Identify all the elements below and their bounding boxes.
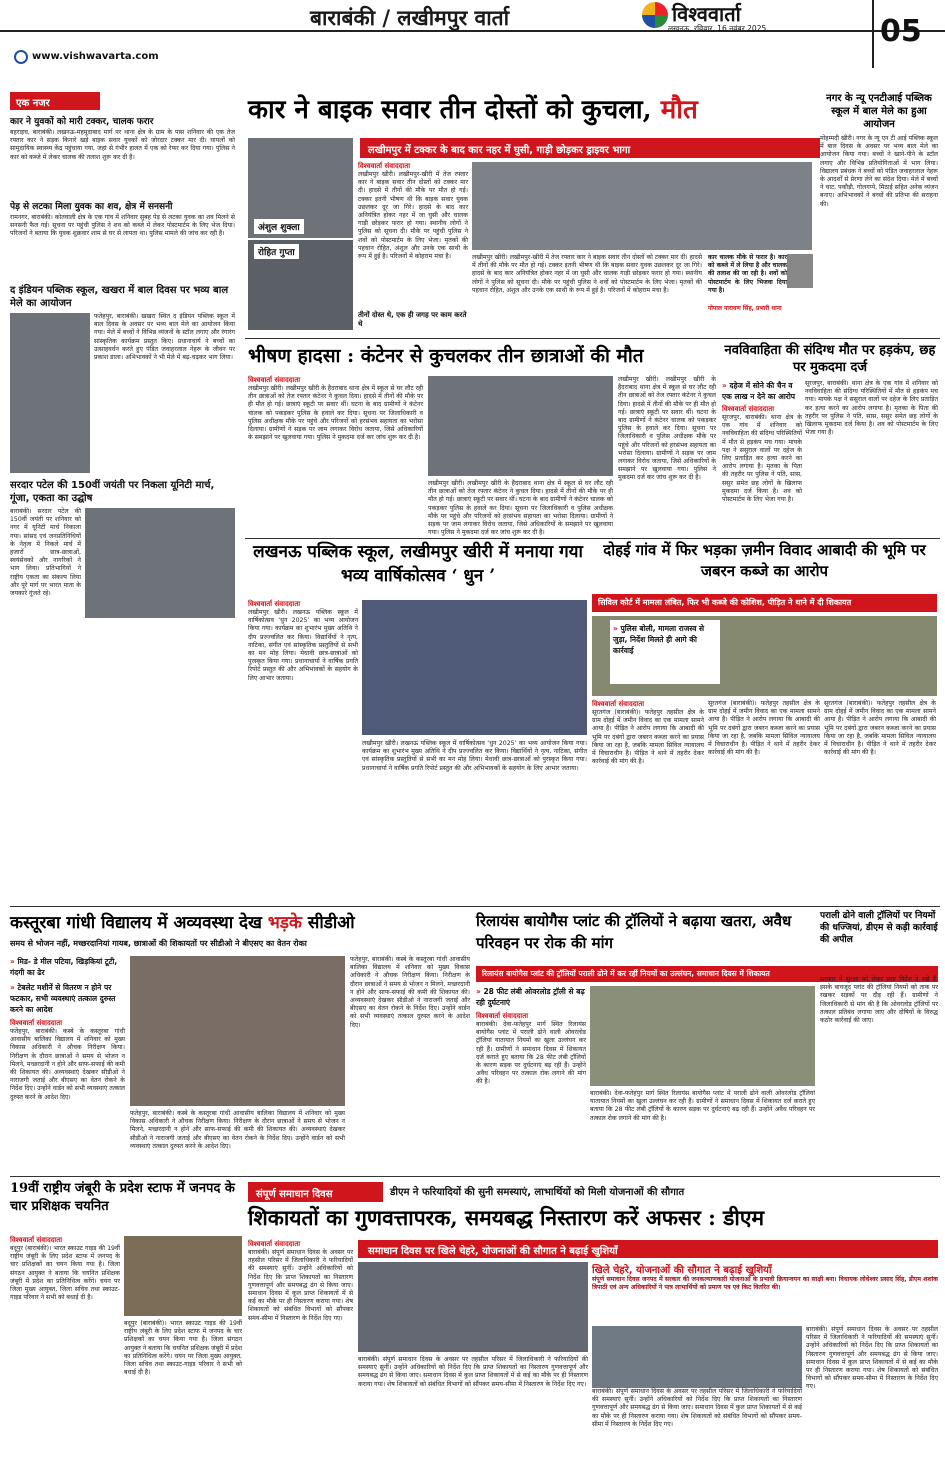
story-body: बाराबंकी। संपूर्ण समाधान दिवस के अवसर पर तहसील परिसर में जिलाधिकारी ने फरियादियों की समस्याएं सुनीं। उन्होंने अधिकारियों को निर्देश दिए कि प्राप्त शिकायतों का निस्तारण गुणवत्तापूर्ण और समयबद्ध ढंग से किया जाए। समाधान दिवस में कुल प्राप्त शिकायतों में से कई का मौके पर ही निस्तारण कराया गया। शेष शिकायतों को संबंधित विभागों को सौंपकर समय-सीमा में निस्तारण के निर्देश दिए गए। — [248, 1249, 353, 1322]
quote-text: कार चालक मौके से फरार है। कार को कब्जे में ले लिया है और चालक की तलाश की जा रही है। शवों को पोस्टमार्टम के लिए भिजवा दिया गया है। — [708, 254, 787, 294]
nta-headline: नगर के न्यू एनटीआई पब्लिक स्कूल में बाल मेले का हुआ आयोजन — [826, 93, 932, 130]
byline: विश्ववार्ता संवाददाता — [722, 405, 775, 413]
story-body-continued: लखीमपुर खीरी। लखीमपुर खीरी के हैदराबाद थाना क्षेत्र में स्कूल से घर लौट रही तीन छात्राओं को तेज रफ्तार कंटेनर ने कुचल दिया। हादसे में तीनों की मौके पर ही मौत हो गई। छात्राएं स्कूटी पर सवार थीं। घटना के बाद ग्रामीणों ने कंटेनर चालक को पकड़कर पुलिस के हवाले कर दिया। सूचना पर जिलाधिकारी व पुलिस अधीक्षक मौके पर पहुंचे और परिजनों को हरसंभव सहायता का भरोसा दिलाया। ग्रामीणों ने सड़क पर जाम लगाकर विरोध जताया, जिसे अधिकारियों के समझाने पर खुलवाया गया। पुलिस ने मुकदमा दर्ज कर जांच शुरू कर दी है। — [618, 376, 716, 482]
victim-photo-2 — [248, 240, 353, 330]
bride-bullet: » दहेज में सोने की चैन व एक लाख न देने का आरोप — [722, 381, 796, 401]
ek-nazar-column — [10, 92, 235, 912]
divider — [10, 1176, 940, 1177]
item-headline: कार ने युवकों को मारी टक्कर, चालक फरार — [10, 117, 154, 127]
dohai-headline: दोहई गांव में फिर भड़का ज़मीन विवाद आबादी की भूमि पर जबरन कब्जे का आरोप — [603, 541, 926, 580]
story-body-continued: बाराबंकी। संपूर्ण समाधान दिवस के अवसर पर तहसील परिसर में जिलाधिकारी ने फरियादियों की समस्याएं सुनीं। उन्होंने अधिकारियों को निर्देश दिए कि प्राप्त शिकायतों का निस्तारण गुणवत्तापूर्ण और समयबद्ध ढंग से किया जाए। समाधान दिवस में कुल प्राप्त शिकायतों में से कई का मौके पर ही निस्तारण कराया गया। शेष शिकायतों को संबंधित विभागों को सौंपकर समय-सीमा में निस्तारण के निर्देश दिए गए। — [358, 1356, 588, 1388]
photo-name-label: अंशुल शुक्ला — [254, 219, 304, 234]
main-strap: लखीमपुर में टक्कर के बाद कार नहर में घुसी, गाड़ी छोड़कर ड्राइवर भागा — [360, 138, 820, 158]
page-header — [0, 0, 945, 80]
kasturba-bullet: » मिड- डे मील पटिया, खिड़कियां टूटी, गंदगी का ढेर — [10, 957, 118, 977]
nta-body: मोहम्मदी खीरी। नगर के न्यू एन टी आई पब्लिक स्कूल में बाल दिवस के अवसर पर भव्य बाल मेले का आयोजन किया गया। बच्चों ने खाने-पीने के स्टॉल लगाए और विभिन्न प्रतियोगिताओं में भाग लिया। विद्यालय प्रबंधक ने बच्चों को पंडित जवाहरलाल नेहरू के आदर्शों से प्रेरणा लेने का संदेश दिया। मेले में बच्चों ने चाट, पकौड़ी, गोलगप्पे, मिठाई सहित अनेक व्यंजन बनाए। अभिभावकों ने बच्चों की प्रतिभा की सराहना की। — [820, 135, 938, 208]
samadhan-headline: शिकायतों का गुणवत्तापरक, समयबद्ध निस्तारण करें अफसर : डीएम — [248, 1205, 764, 1230]
bride-story — [722, 342, 938, 534]
brand-logo-icon — [642, 2, 668, 28]
story-body-continued: लखीमपुर खीरी। लखीमपुर-खीरी में तेज रफ्तार कार ने बाइक सवार तीन दोस्तों को टक्कर मार दी। हादसे में तीनों की मौके पर मौत हो गई। टक्कर इतनी भीषण थी कि बाइक सवार युवक उछलकर दूर जा गिरे। हादसे के बाद कार अनियंत्रित होकर नहर में जा घुसी और चालक गाड़ी छोड़कर फरार हो गया। स्थानीय लोगों ने पुलिस को सूचना दी। मौके पर पहुंची पुलिस ने शवों को पोस्टमार्टम के लिए भेजा। मृतकों की पहचान रोहित, अंशुल और उनके एक साथी के रूप में हुई है। परिजनों में कोहराम मचा है। — [472, 254, 702, 294]
byline: विश्ववार्ता संवाददाता — [248, 376, 301, 384]
jamboree-text — [10, 1236, 120, 1456]
story-body: सूरतगंज (बाराबंकी)। फतेहपुर तहसील क्षेत्र के ग्राम दोहई में जमीन विवाद का एक मामला सामने आया है। पीड़ित ने आरोप लगाया कि आबादी की भूमि पर दबंगों द्वारा जबरन कब्जा करने का प्रयास किया जा रहा है, जबकि मामला सिविल न्यायालय में विचाराधीन है। पीड़ित ने थाने में तहरीर देकर कार्रवाई की मांग की है। — [592, 709, 704, 766]
kasturba-bullet: » टेबलेट मशीनें से वितरण न होने पर फटकार, सभी व्यवस्थाएं तत्काल दुरुस्त करने का आदेश — [10, 983, 116, 1014]
divider — [245, 338, 940, 339]
byline: विश्ववार्ता संवाददाता — [248, 600, 301, 608]
bullet-text: मिड- डे मील पटिया, खिड़कियां टूटी, गंदगी का ढेर — [10, 957, 118, 977]
brand-name: विश्ववार्ता — [672, 2, 741, 26]
story-body: सूरजपुर, बाराबंकी। थाना क्षेत्र के एक गांव में शनिवार को नवविवाहिता की संदिग्ध परिस्थितियों में मौत से हड़कंप मच गया। मायके पक्ष ने ससुराल वालों पर दहेज के लिए प्रताड़ित कर हत्या करने का आरोप लगाया है। मृतका के पिता की तहरीर पर पुलिस ने पति, सास, ससुर समेत छह लोगों के खिलाफ मुकदमा दर्ज किया है। शव को पोस्टमार्टम के लिए भेजा गया है। — [722, 414, 802, 504]
bride-headline: नवविवाहिता की संदिग्ध मौत पर हड़कंप, छह पर मुकदमा दर्ज — [724, 343, 936, 375]
item-body: रामनगर, बाराबंकी। कोतवाली क्षेत्र के एक गांव में शनिवार सुबह पेड़ से लटका युवक का शव मिलने से सनसनी फैल गई। सूचना पर पहुंची पुलिस ने शव को कब्जे में लेकर पोस्टमार्टम के लिए भेज दिया। परिजनों ने बताया कि युवक शुक्रवार शाम से घर से लापता था। पुलिस मामले की जांच कर रही है। — [10, 214, 235, 238]
dohai-bullet-box — [610, 620, 720, 684]
jamboree-headline: 19वीं राष्ट्रीय जंबूरी के प्रदेश स्टाफ में जनपद के चार प्रशिक्षक चयनित — [10, 1181, 235, 1214]
story-body-continued: बदूपुर (बाराबंकी)। भारत स्काउट गाइड की 19वीं राष्ट्रीय जंबूरी के लिए प्रदेश स्टाफ में जनपद के चार प्रशिक्षकों का चयन किया गया है। जिला संगठन आयुक्त ने बताया कि चयनित प्रशिक्षक जंबूरी में प्रदेश का प्रतिनिधित्व करेंगे। चयन पर जिला मुख्य आयुक्त, जिला सचिव तथा स्काउट-गाइड परिवार ने सभी को बधाई दी है। — [124, 1320, 242, 1377]
story-body-continued: बाराबंकी। संपूर्ण समाधान दिवस के अवसर पर तहसील परिसर में जिलाधिकारी ने फरियादियों की समस्याएं सुनीं। उन्होंने अधिकारियों को निर्देश दिए कि प्राप्त शिकायतों का निस्तारण गुणवत्तापूर्ण और समयबद्ध ढंग से किया जाए। समाधान दिवस में कुल प्राप्त शिकायतों में से कई का मौके पर ही निस्तारण कराया गया। शेष शिकायतों को संबंधित विभागों को सौंपकर समय-सीमा में निस्तारण के निर्देश दिए गए। — [592, 1388, 802, 1428]
reliance-bullet: » 28 फीट लंबी ओवरलोड ट्रॉली से बढ़ रही दुर्घटनाएं — [476, 987, 585, 1007]
main-headline-emphasis: मौत — [660, 95, 698, 125]
container-story-text — [248, 376, 423, 531]
samadhan-left — [248, 1240, 353, 1456]
byline: विश्ववार्ता संवाददाता — [248, 1240, 301, 1248]
item-body: बहराइच, बाराबंकी। लखनऊ-महमूदाबाद मार्ग पर थाना क्षेत्र के ग्राम के पास शनिवार की एक तेज रफ्तार कार ने सड़क किनारे खड़े बाइक सवार युवकों को जोरदार टक्कर मार दी। घायलों को सामुदायिक स्वास्थ्य केंद्र पहुंचाया गया, जहां से गंभीर हालत में एक को रेफर कर दिया गया। पुलिस ने कार को कब्जे में लेकर चालक की तलाश शुरू कर दी है। — [10, 129, 235, 161]
divider — [245, 538, 940, 539]
main-headline-text: कार ने बाइक सवार तीन दोस्तों को कुचला, — [248, 95, 652, 125]
story-body: लखीमपुर खीरी। लखीमपुर खीरी के हैदराबाद थाना क्षेत्र में स्कूल से घर लौट रही तीन छात्राओं को तेज रफ्तार कंटेनर ने कुचल दिया। हादसे में तीनों की मौके पर ही मौत हो गई। छात्राएं स्कूटी पर सवार थीं। घटना के बाद ग्रामीणों ने कंटेनर चालक को पकड़कर पुलिस के हवाले कर दिया। सूचना पर जिलाधिकारी व पुलिस अधीक्षक मौके पर पहुंचे और परिजनों को हरसंभव सहायता का भरोसा दिलाया। ग्रामीणों ने सड़क पर जाम लगाकर विरोध जताया, जिसे अधिकारियों के समझाने पर खुलवाया गया। पुलिस ने मुकदमा दर्ज कर जांच शुरू कर दी है। — [248, 385, 423, 442]
box-title: खिले चेहरे, योजनाओं की सौगात ने बढ़ाई खुशियाँ — [592, 1265, 772, 1276]
main-story-text — [358, 162, 468, 332]
lps-event-photo — [362, 600, 587, 735]
samadhan-photo — [358, 1262, 588, 1352]
section-title: बाराबंकी / लखीमपुर वार्ता — [310, 5, 510, 30]
samadhan-kicker: डीएम ने फरियादियों की सुनी समस्याएं, लाभार्थियों को मिली योजनाओं की सौगात — [390, 1187, 685, 1198]
story-body-continued: सूरजपुर, बाराबंकी। थाना क्षेत्र के एक गांव में शनिवार को नवविवाहिता की संदिग्ध परिस्थितियों में मौत से हड़कंप मच गया। मायके पक्ष ने ससुराल वालों पर दहेज के लिए प्रताड़ित कर हत्या करने का आरोप लगाया है। मृतका के पिता की तहरीर पर पुलिस ने पति, सास, ससुर समेत छह लोगों के खिलाफ मुकदमा दर्ज किया है। शव को पोस्टमार्टम के लिए भेजा गया है। — [805, 380, 938, 437]
story-body: बाराबंकी। देवा-फतेहपुर मार्ग स्थित रिलायंस बायोगैस प्लांट में पराली ढोने वाली ओवरलोड ट्रॉलियां यातायात नियमों का खुला उल्लंघन कर रही हैं। ग्रामीणों ने समाधान दिवस में शिकायत दर्ज कराते हुए बताया कि 28 फीट लंबी ट्रॉलियों के कारण सड़क पर दुर्घटनाएं बढ़ रही हैं। उन्होंने अवैध परिवहन पर तत्काल रोक लगाने की मांग की है। — [476, 1021, 586, 1086]
story-body-continued: लखीमपुर खीरी। लखनऊ पब्लिक स्कूल में वार्षिकोत्सव ‘धुन 2025’ का भव्य आयोजन किया गया। कार्यक्रम का शुभारंभ मुख्य अतिथि ने दीप प्रज्ज्वलित कर किया। विद्यार्थियों ने नृत्य, नाटिका, संगीत एवं सांस्कृतिक प्रस्तुतियों से सभी का मन मोह लिया। मेधावी छात्र-छात्राओं को पुरस्कृत किया गया। प्रधानाचार्या ने वार्षिक प्रगति रिपोर्ट प्रस्तुत की और अभिभावकों के सहयोग के लिए आभार जताया। — [362, 740, 587, 772]
dohai-strap: सिविल कोर्ट में मामला लंबित, फिर भी कब्जे की कोशिश, पीड़ित ने थाने में दी शिकायत — [592, 594, 937, 612]
headline-text: सीडीओ — [307, 913, 355, 933]
reliance-strap: रिलायंस बायोगैस प्लांट की ट्रॉलियों पराली ढोने में कर रहीं नियमों का उल्लंघन, समाधान दिवस में शिकायत — [476, 966, 938, 982]
kasturba-photo — [130, 956, 345, 1106]
website-url[interactable]: www.vishwavarta.com — [32, 51, 159, 62]
byline: विश्ववार्ता संवाददाता — [592, 700, 645, 708]
story-body-continued: फतेहपुर, बाराबंकी। कस्बे के कस्तूरबा गांधी आवासीय बालिका विद्यालय में शनिवार को मुख्य विकास अधिकारी ने औचक निरीक्षण किया। निरीक्षण के दौरान छात्राओं ने समय से भोजन न मिलने, मच्छरदानी न होने और साफ-सफाई की कमी की शिकायत की। अव्यवस्थाएं देखकर सीडीओ ने नाराजगी जताई और बीएसए का वेतन रोकने के निर्देश दिए। उन्होंने वार्डन को सभी व्यवस्थाएं तत्काल दुरुस्त करने के आदेश दिए। — [130, 1110, 345, 1150]
photo-name-label: रोहित गुप्ता — [254, 244, 299, 259]
bal-mela-photo — [10, 313, 90, 473]
page-number: 05 — [880, 14, 922, 49]
ek-nazar-label: एक नजर — [10, 92, 100, 110]
box-body: संपूर्ण समाधान दिवस जनपद में सरकार की जनकल्याणकारी योजनाओं के प्रभावी क्रियान्वयन का साक्षी बना। विधायक लोधेश्वर प्रसाद सिंह, डीएम शशांक त्रिपाठी एवं अन्य अधिकारियों ने पात्र लाभार्थियों को प्रमाण पत्र एवं किट वितरित की। — [592, 1276, 938, 1292]
item-headline: द इंडियन पब्लिक स्कूल, खखरा में बाल दिवस पर भव्य बाल मेले का आयोजन — [10, 285, 229, 309]
story-body: लखीमपुर खीरी। लखनऊ पब्लिक स्कूल में वार्षिकोत्सव ‘धुन 2025’ का भव्य आयोजन किया गया। कार्यक्रम का शुभारंभ मुख्य अतिथि ने दीप प्रज्ज्वलित कर किया। विद्यार्थियों ने नृत्य, नाटिका, संगीत एवं सांस्कृतिक प्रस्तुतियों से सभी का मन मोह लिया। मेधावी छात्र-छात्राओं को पुरस्कृत किया गया। प्रधानाचार्या ने वार्षिक प्रगति रिपोर्ट प्रस्तुत की और अभिभावकों के सहयोग के लिए आभार जताया। — [248, 609, 358, 682]
divider — [10, 906, 940, 907]
headline-text: कस्तूरबा गांधी विद्यालय में अव्यवस्था देख — [10, 913, 262, 933]
story-body-continued: सूरतगंज (बाराबंकी)। फतेहपुर तहसील क्षेत्र के ग्राम दोहई में जमीन विवाद का एक मामला सामने आया है। पीड़ित ने आरोप लगाया कि आबादी की भूमि पर दबंगों द्वारा जबरन कब्जा करने का प्रयास किया जा रहा है, जबकि मामला सिविल न्यायालय में विचाराधीन है। पीड़ित ने थाने में तहरीर देकर कार्रवाई की मांग की है। — [708, 700, 820, 757]
kasturba-left — [10, 956, 125, 1171]
globe-icon — [14, 50, 28, 64]
container-photo — [428, 376, 613, 476]
dateline: लखनऊ, रविवार, 16 नवंबर 2025 — [668, 24, 767, 33]
byline: विश्ववार्ता संवाददाता — [358, 162, 411, 170]
dohai-story-text — [592, 700, 937, 900]
parali-story — [820, 910, 938, 1172]
bullet-text: पुलिस बोली, मामला राजस्व से जुड़ा, निर्देश मिलते ही आगे की कार्रवाई — [613, 624, 705, 655]
kasturba-headline — [10, 910, 470, 938]
nta-story — [820, 92, 938, 332]
photo-caption: तीनों दोस्त थे, एक ही जगह पर काम करते थे — [358, 311, 467, 328]
samadhan-tag: संपूर्ण समाधान दिवस — [248, 1182, 383, 1202]
story-body-continued: सूरतगंज (बाराबंकी)। फतेहपुर तहसील क्षेत्र के ग्राम दोहई में जमीन विवाद का एक मामला सामने आया है। पीड़ित ने आरोप लगाया कि आबादी की भूमि पर दबंगों द्वारा जबरन कब्जा करने का प्रयास किया जा रहा है, जबकि मामला सिविल न्यायालय में विचाराधीन है। पीड़ित ने थाने में तहरीर देकर कार्रवाई की मांग की है। — [824, 700, 936, 757]
story-body-continued: लखीमपुर खीरी। लखीमपुर खीरी के हैदराबाद थाना क्षेत्र में स्कूल से घर लौट रही तीन छात्राओं को तेज रफ्तार कंटेनर ने कुचल दिया। हादसे में तीनों की मौके पर ही मौत हो गई। छात्राएं स्कूटी पर सवार थीं। घटना के बाद ग्रामीणों ने कंटेनर चालक को पकड़कर पुलिस के हवाले कर दिया। सूचना पर जिलाधिकारी व पुलिस अधीक्षक मौके पर पहुंचे और परिजनों को हरसंभव सहायता का भरोसा दिलाया। ग्रामीणों ने सड़क पर जाम लगाकर विरोध जताया, जिसे अधिकारियों के समझाने पर खुलवाया गया। पुलिस ने मुकदमा दर्ज कर जांच शुरू कर दी है। — [428, 480, 613, 537]
reliance-headline: रिलायंस बायोगैस प्लांट की ट्रॉलियों ने बढ़ाया खतरा, अवैध परिवहन पर रोक की मांग — [476, 912, 792, 952]
victim-photo-1 — [248, 138, 353, 238]
item-headline: सरदार पटेल की 150वीं जयंती पर निकला यूनिटी मार्च, गूंजा, एकता का उद्घोष — [10, 480, 215, 504]
headline-emphasis: भड़के — [267, 913, 302, 933]
lps-headline: लखनऊ पब्लिक स्कूल, लखीमपुर खीरी में मनाया गया भव्य वार्षिकोत्सव ‘ धुन ’ — [253, 542, 583, 586]
story-body-continued: बाराबंकी। संपूर्ण समाधान दिवस के अवसर पर तहसील परिसर में जिलाधिकारी ने फरियादियों की समस्याएं सुनीं। उन्होंने अधिकारियों को निर्देश दिए कि प्राप्त शिकायतों का निस्तारण गुणवत्तापूर्ण और समयबद्ध ढंग से किया जाए। समाधान दिवस में कुल प्राप्त शिकायतों में से कई का मौके पर ही निस्तारण कराया गया। शेष शिकायतों को संबंधित विभागों को सौंपकर समय-सीमा में निस्तारण के निर्देश दिए गए। — [806, 1326, 938, 1391]
trolley-photo — [590, 986, 815, 1086]
reliance-left — [476, 986, 586, 1172]
scout-photo — [124, 1236, 242, 1316]
bullet-text: दहेज में सोने की चैन व एक लाख न देने का आरोप — [722, 381, 796, 401]
dohai-bullet: » पुलिस बोली, मामला राजस्व से जुड़ा, निर्देश मिलते ही आगे की कार्रवाई — [613, 624, 705, 655]
byline: विश्ववार्ता संवाददाता — [10, 1019, 63, 1027]
item-body: बाराबंकी। सरदार पटेल की 150वीं जयंती पर शनिवार को नगर में यूनिटी मार्च निकाला गया। सांसद एवं जनप्रतिनिधियों के नेतृत्व में निकले मार्च में हजारों छात्र-छात्राओं, स्वयंसेवकों और नागरिकों ने भाग लिया। प्रतिभागियों ने राष्ट्रीय एकता का संकल्प लिया और पूरे मार्ग पर भारत माता के जयकारे गूंजते रहे। — [10, 508, 81, 598]
byline: विश्ववार्ता संवाददाता — [476, 1012, 529, 1020]
lps-story-text — [248, 600, 358, 900]
main-headline — [248, 90, 813, 130]
kasturba-strap: समय से भोजन नहीं, मच्छरदानियां गायब, छात्राओं की शिकायतों पर सीडीओ ने बीएसए का वेतन रोका — [10, 939, 307, 948]
story-body-continued: फतेहपुर, बाराबंकी। कस्बे के कस्तूरबा गांधी आवासीय बालिका विद्यालय में शनिवार को मुख्य विकास अधिकारी ने औचक निरीक्षण किया। निरीक्षण के दौरान छात्राओं ने समय से भोजन न मिलने, मच्छरदानी न होने और साफ-सफाई की कमी की शिकायत की। अव्यवस्थाएं देखकर सीडीओ ने नाराजगी जताई और बीएसए का वेतन रोकने के निर्देश दिए। उन्होंने वार्डन को सभी व्यवस्थाएं तत्काल दुरुस्त करने के आदेश दिए। — [350, 956, 470, 1029]
story-body-continued: बाराबंकी। देवा-फतेहपुर मार्ग स्थित रिलायंस बायोगैस प्लांट में पराली ढोने वाली ओवरलोड ट्रॉलियां यातायात नियमों का खुला उल्लंघन कर रही हैं। ग्रामीणों ने समाधान दिवस में शिकायत दर्ज कराते हुए बताया कि 28 फीट लंबी ट्रॉलियों के कारण सड़क पर दुर्घटनाएं बढ़ रही हैं। उन्होंने अवैध परिवहन पर तत्काल रोक लगाने की मांग की है। — [590, 1090, 815, 1122]
sho-quote — [708, 254, 813, 330]
parali-body: सरकार ने सुरक्षा को लेकर स्पष्ट निर्देश दे रखे हैं, इसके बावजूद प्लांट की ट्रॉलियां नियमों को ताक पर रखकर सड़कों पर दौड़ रही हैं। ग्रामीणों ने जिलाधिकारी से मांग की है कि ओवरलोड ट्रॉलियों पर तत्काल प्रतिबंध लगाया जाए और दोषियों के विरुद्ध कठोर कार्रवाई की जाए। — [820, 976, 938, 1025]
samadhan-box — [592, 1262, 938, 1456]
story-body: बदूपुर (बाराबंकी)। भारत स्काउट गाइड की 19वीं राष्ट्रीय जंबूरी के लिए प्रदेश स्टाफ में जनपद के चार प्रशिक्षकों का चयन किया गया है। जिला संगठन आयुक्त ने बताया कि चयनित प्रशिक्षक जंबूरी में प्रदेश का प्रतिनिधित्व करेंगे। चयन पर जिला मुख्य आयुक्त, जिला सचिव तथा स्काउट-गाइड परिवार ने सभी को बधाई दी है। — [10, 1245, 120, 1302]
item-headline: पेड़ से लटका मिला युवक का शव, क्षेत्र में सनसनी — [10, 202, 173, 212]
samadhan-strap: समाधान दिवस पर खिले चेहरे, योजनाओं की सौगात ने बढ़ाई खुशियाँ — [358, 1240, 938, 1258]
bullet-text: 28 फीट लंबी ओवरलोड ट्रॉली से बढ़ रही दुर्घटनाएं — [476, 987, 585, 1007]
parali-headline: पराली ढोने वाली ट्रॉलियों पर नियमों की धज्जियां, डीएम से कड़ी कार्रवाई की अपील — [820, 911, 938, 945]
item-body: फतेहपुर, बाराबंकी। खखरा स्थित द इंडियन पब्लिक स्कूल में बाल दिवस के अवसर पर भव्य बाल मेले का आयोजन किया गया। मेले में बच्चों ने विभिन्न व्यंजनों के स्टॉल लगाए और रंगारंग सांस्कृतिक कार्यक्रम प्रस्तुत किए। प्रधानाचार्य ने बच्चों का उत्साहवर्धन करते हुए पंडित जवाहरलाल नेहरू के जीवन पर प्रकाश डाला। अभिभावकों ने भी मेले में बढ़-चढ़कर भाग लिया। — [94, 313, 235, 362]
quote-author: गोपाल नारायण सिंह, प्रभारी थाना — [708, 305, 782, 312]
story-body: लखीमपुर खीरी। लखीमपुर-खीरी में तेज रफ्तार कार ने बाइक सवार तीन दोस्तों को टक्कर मार दी। हादसे में तीनों की मौके पर मौत हो गई। टक्कर इतनी भीषण थी कि बाइक सवार युवक उछलकर दूर जा गिरे। हादसे के बाद कार अनियंत्रित होकर नहर में जा घुसी और चालक गाड़ी छोड़कर फरार हो गया। स्थानीय लोगों ने पुलिस को सूचना दी। मौके पर पहुंची पुलिस ने शवों को पोस्टमार्टम के लिए भेजा। मृतकों की पहचान रोहित, अंशुल और उनके एक साथी के रूप में हुई है। परिजनों में कोहराम मचा है। — [358, 171, 468, 261]
story-body: फतेहपुर, बाराबंकी। कस्बे के कस्तूरबा गांधी आवासीय बालिका विद्यालय में शनिवार को मुख्य विकास अधिकारी ने औचक निरीक्षण किया। निरीक्षण के दौरान छात्राओं ने समय से भोजन न मिलने, मच्छरदानी न होने और साफ-सफाई की कमी की शिकायत की। अव्यवस्थाएं देखकर सीडीओ ने नाराजगी जताई और बीएसए का वेतन रोकने के निर्देश दिए। उन्होंने वार्डन को सभी व्यवस्थाएं तत्काल दुरुस्त करने के आदेश दिए। — [10, 1028, 125, 1101]
unity-march-photo — [85, 508, 235, 618]
byline: विश्ववार्ता संवाददाता — [10, 1236, 63, 1244]
container-headline: भीषण हादसा : कंटेनर से कुचलकर तीन छात्राओं की मौत — [248, 345, 644, 367]
sho-photo — [787, 254, 813, 288]
bullet-text: टेबलेट मशीनें से वितरण न होने पर फटकार, सभी व्यवस्थाएं तत्काल दुरुस्त करने का आदेश — [10, 983, 116, 1014]
beneficiaries-photo — [592, 1326, 802, 1388]
wreck-photo — [472, 162, 812, 250]
page-number-box — [872, 0, 944, 68]
